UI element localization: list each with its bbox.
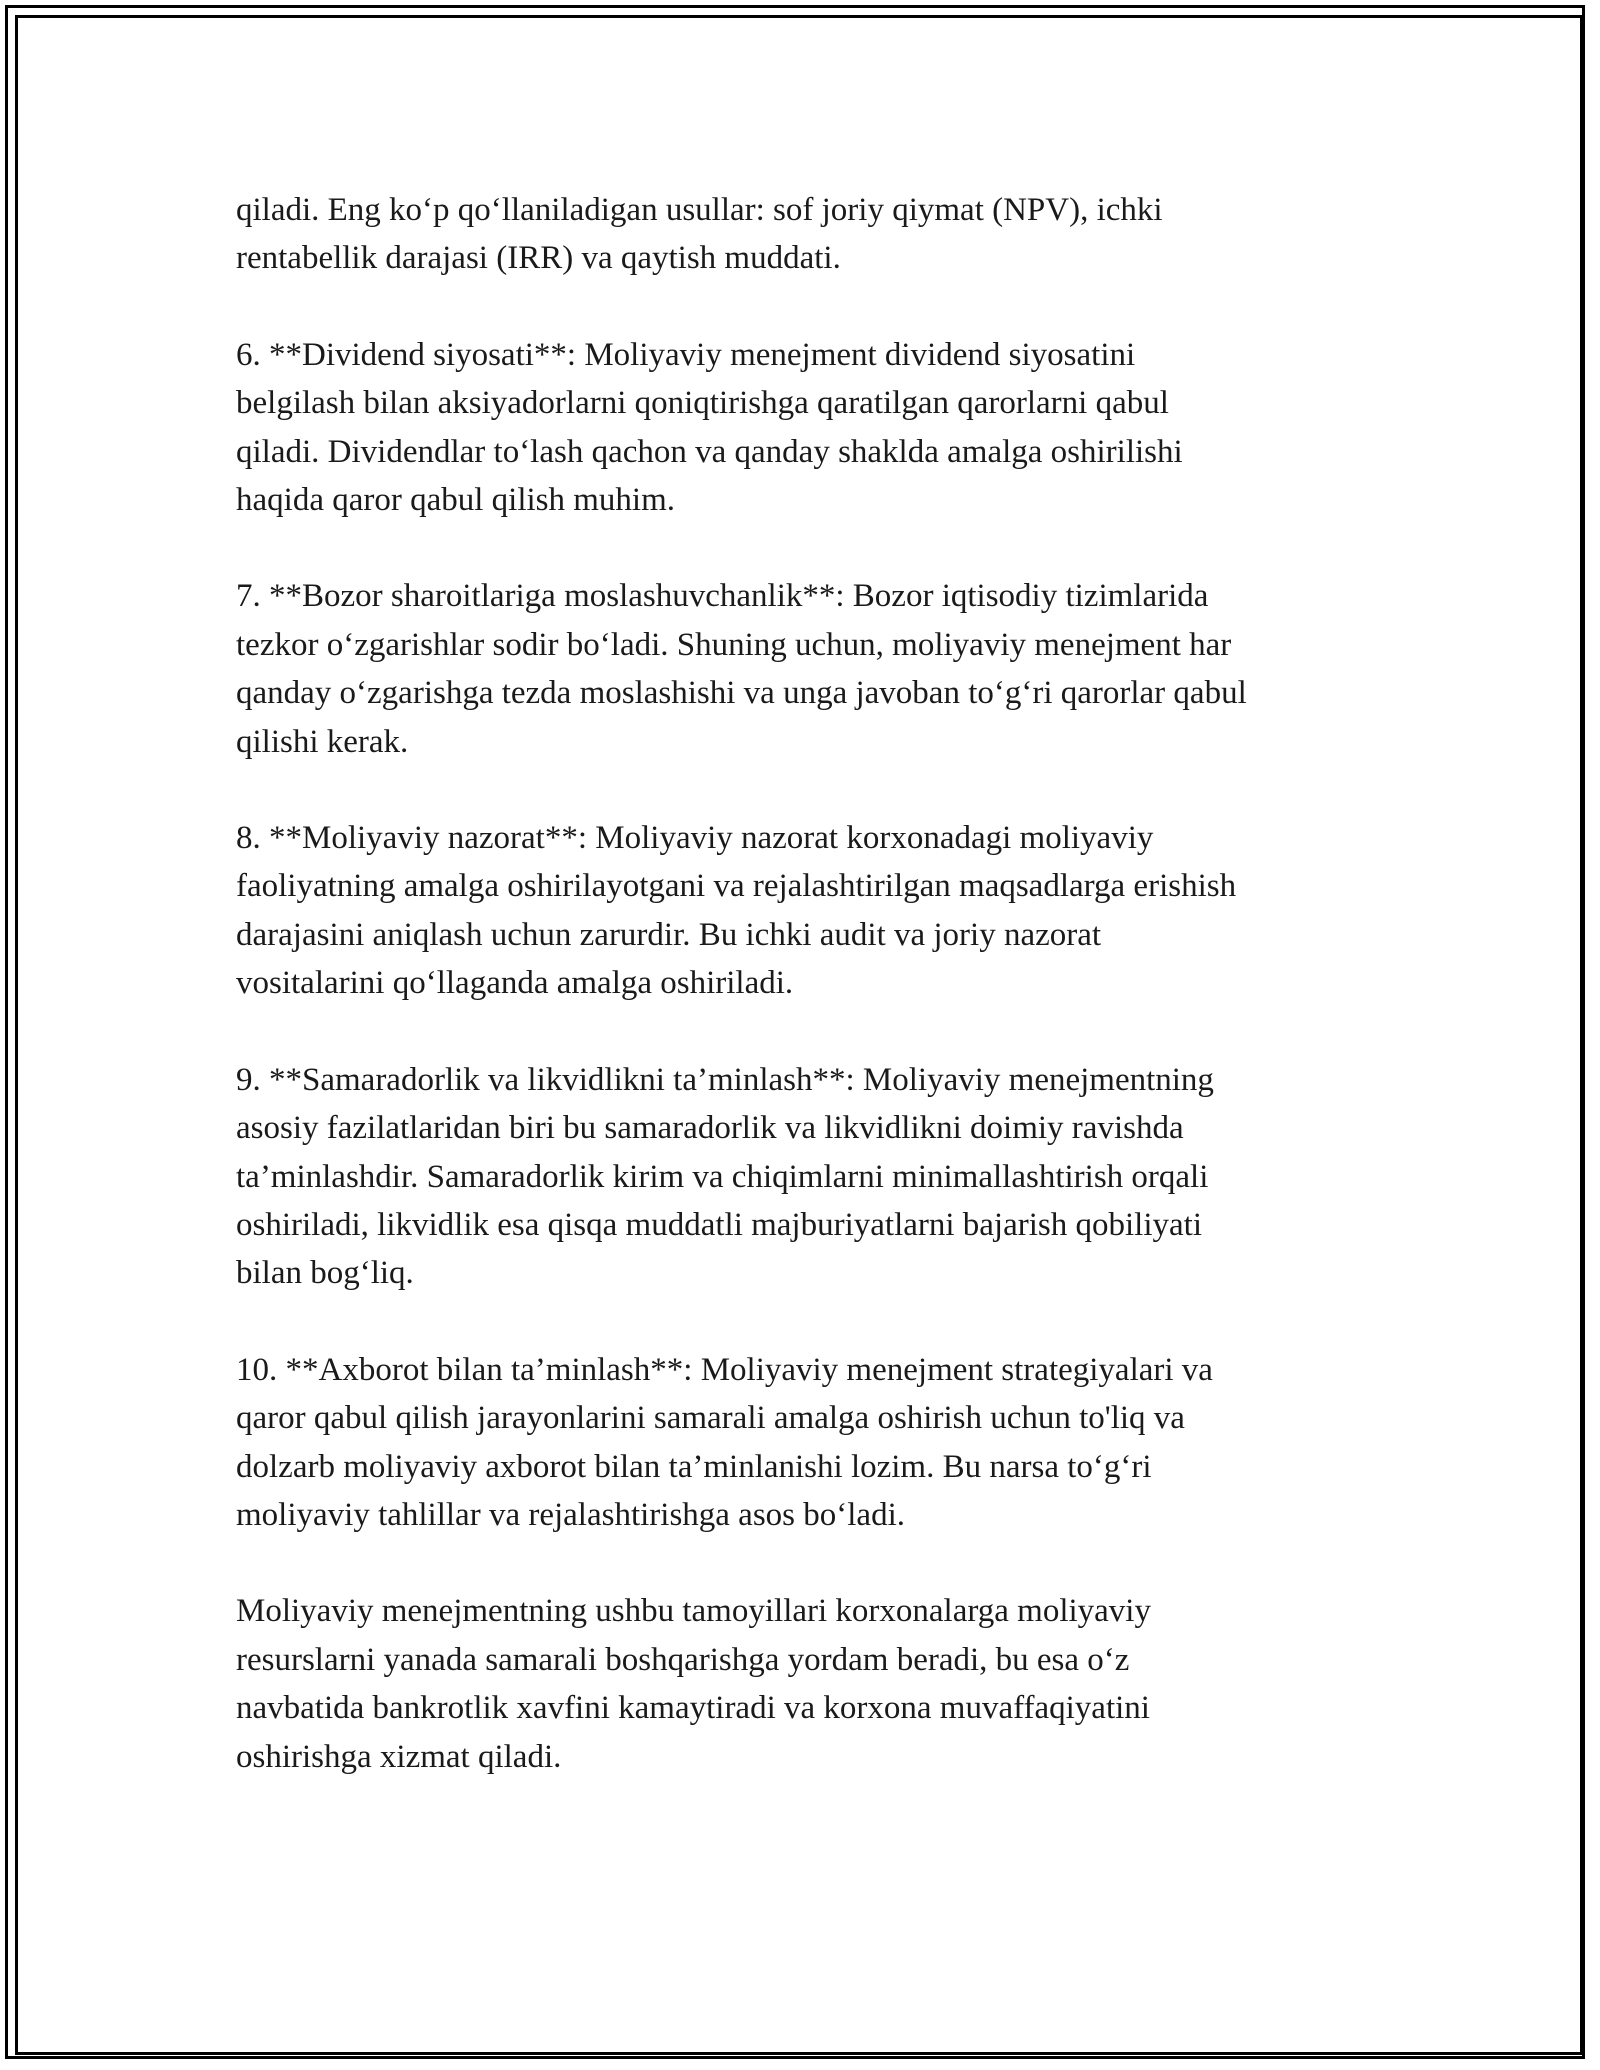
paragraph-continuation: qiladi. Eng ko‘p qo‘llaniladigan usullar: sof joriy qiymat (NPV), ichki rentabellik darajasi (IRR) va qaytish muddati.	[236, 192, 1163, 277]
paragraph-market-adaptability: 7. **Bozor sharoitlariga moslashuvchanlik**: Bozor iqtisodiy tizimlarida tezkor o‘zgarishlar sodir bo‘ladi. Shuning uchun, moliyaviy menejment har qanday o‘zgarishga tezda moslashishi va unga javoban to‘g‘ri qarorlar qabul qilishi kerak.	[236, 578, 1247, 760]
paragraph-conclusion: Moliyaviy menejmentning ushbu tamoyillari korxonalarga moliyaviy resurslarni yanada samarali boshqarishga yordam beradi, bu esa o‘z navbatida bankrotlik xavfini kamaytiradi va korxona muvaffaqiyatini oshirishga xizmat qiladi.	[236, 1593, 1151, 1775]
paragraph-efficiency-liquidity: 9. **Samaradorlik va likvidlikni ta’minlash**: Moliyaviy menejmentning asosiy fazilatlaridan biri bu samaradorlik va likvidlikni doimiy ravishda ta’minlashdir. Samaradorlik kirim va chiqimlarni minimallashtirish orqali oshiriladi, likvidlik esa qisqa muddatli majburiyatlarni bajarish qobiliyati bilan bog‘liq.	[236, 1061, 1214, 1292]
document-body	[236, 186, 1376, 1829]
paragraph-information-provision: 10. **Axborot bilan ta’minlash**: Moliyaviy menejment strategiyalari va qaror qabul qilish jarayonlarini samarali amalga oshirish uchun to'liq va dolzarb moliyaviy axborot bilan ta’minlanishi lozim. Bu narsa to‘g‘ri moliyaviy tahlillar va rejalashtirishga asos bo‘ladi.	[236, 1351, 1213, 1533]
paragraph-financial-control: 8. **Moliyaviy nazorat**: Moliyaviy nazorat korxonadagi moliyaviy faoliyatning amalga oshirilayotgani va rejalashtirilgan maqsadlarga erishish darajasini aniqlash uchun zarurdir. Bu ichki audit va joriy nazorat vositalarini qo‘llaganda amalga oshiriladi.	[236, 820, 1237, 1002]
paragraph-dividend-policy: 6. **Dividend siyosati**: Moliyaviy menejment dividend siyosatini belgilash bilan aksiyadorlarni qoniqtirishga qaratilgan qarorlarni qabul qiladi. Dividendlar to‘lash qachon va qanday shaklda amalga oshirilishi haqida qaror qabul qilish muhim.	[236, 336, 1183, 519]
